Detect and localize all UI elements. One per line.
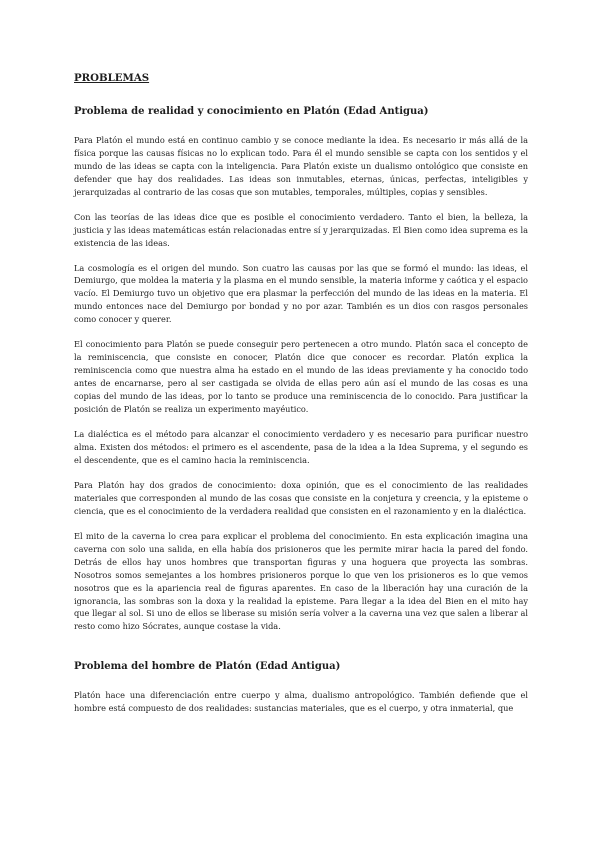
section-heading: Problema del hombre de Platón (Edad Antigua) [74,661,341,673]
section-realidad-conocimiento [74,104,528,633]
paragraph: Para Platón hay dos grados de conocimiento: doxa opinión, que es el conocimiento de las realidades materiales que corresponden al mundo de las cosas que consiste en la conjetura y creencia, y la episteme o ciencia, que es el conocimiento de la verdadera realidad que consisten en el razonamiento y en la dialéctica. [74,479,528,516]
paragraph: La dialéctica es el método para alcanzar el conocimiento verdadero y es necesario para purificar nuestro alma. Existen dos métodos: el primero es el ascendente, pasa de la idea a la Idea Suprema, y el segundo es el descendente, que es el camino hacia la reminiscencia. [74,429,528,465]
paragraph: El mito de la caverna lo crea para explicar el problema del conocimiento. En esta explicación imagina una caverna con solo una salida, en ella había dos prisioneros que les permite mirar hacia la pared del fondo. Detrás de ellos hay unos hombres que transportan figuras y una hoguera que proyecta las sombras. Nosotros somos semejantes a los hombres prisioneros porque lo que ven los prisioneros es lo que vemos nosotros que es la apariencia real de figuras aparentes. En caso de la liberación hay una curación de la ignorancia, las sombras son la doxa y la realidad la episteme. Para llegar a la idea del Bien en el mito hay que llegar al sol. Si uno de ellos se liberase su misión sería volver a la caverna una vez que salen a liberar al resto como hizo Sócrates, aunque costase la vida. [74,530,528,632]
paragraph: El conocimiento para Platón se puede conseguir pero pertenecen a otro mundo. Platón saca el concepto de la reminiscencia, que consiste en conocer, Platón dice que conocer es recordar. Platón explica la reminiscencia como que nuestra alma ha estado en el mundo de las ideas previamente y ha conocido todo antes de encarnarse, pero al ser castigada se olvida de ellas pero aún así el mundo de las cosas es una copias del mundo de las ideas, por lo tanto se produce una reminiscencia de lo conocido. Para justificar la posición de Platón se realiza un experimento mayéutico. [74,339,528,415]
paragraph: Platón hace una diferenciación entre cuerpo y alma, dualismo antropológico. También defiende que el hombre está compuesto de dos realidades: sustancias materiales, que es el cuerpo, y otra inmaterial, que [74,690,528,714]
section-heading: Problema de realidad y conocimiento en Platón (Edad Antigua) [74,106,429,118]
paragraph: La cosmología es el origen del mundo. Son cuatro las causas por las que se formó el mundo: las ideas, el Demiurgo, que moldea la materia y la plasma en el mundo sensible, la materia informe y caótica y el espacio vacío. El Demiurgo tuvo un objetivo que era plasmar la perfección del mundo de las ideas en la materia. El mundo entonces nace del Demiurgo por bondad y no por azar. También es un dios con rasgos personales como conocer y querer. [74,262,528,325]
document-title: PROBLEMAS [74,72,150,84]
section-hombre [74,659,528,715]
paragraph: Con las teorías de las ideas dice que es posible el conocimiento verdadero. Tanto el bien, la belleza, la justicia y las ideas matemáticas están relacionadas entre sí y jerarquizadas. El Bien como idea suprema es la existencia de las ideas. [74,211,528,248]
paragraph: Para Platón el mundo está en continuo cambio y se conoce mediante la idea. Es necesario ir más allá de la física porque las causas físicas no lo explican todo. Para él el mundo sensible se capta con los sentidos y el mundo de las ideas se capta con la inteligencia. Para Platón existe un dualismo ontológico que consiste en defender que hay dos realidades. Las ideas son inmutables, eternas, únicas, perfectas, inteligibles y jerarquizadas al contrario de las cosas que son mutables, temporales, múltiples, copias y sensibles. [74,134,528,197]
